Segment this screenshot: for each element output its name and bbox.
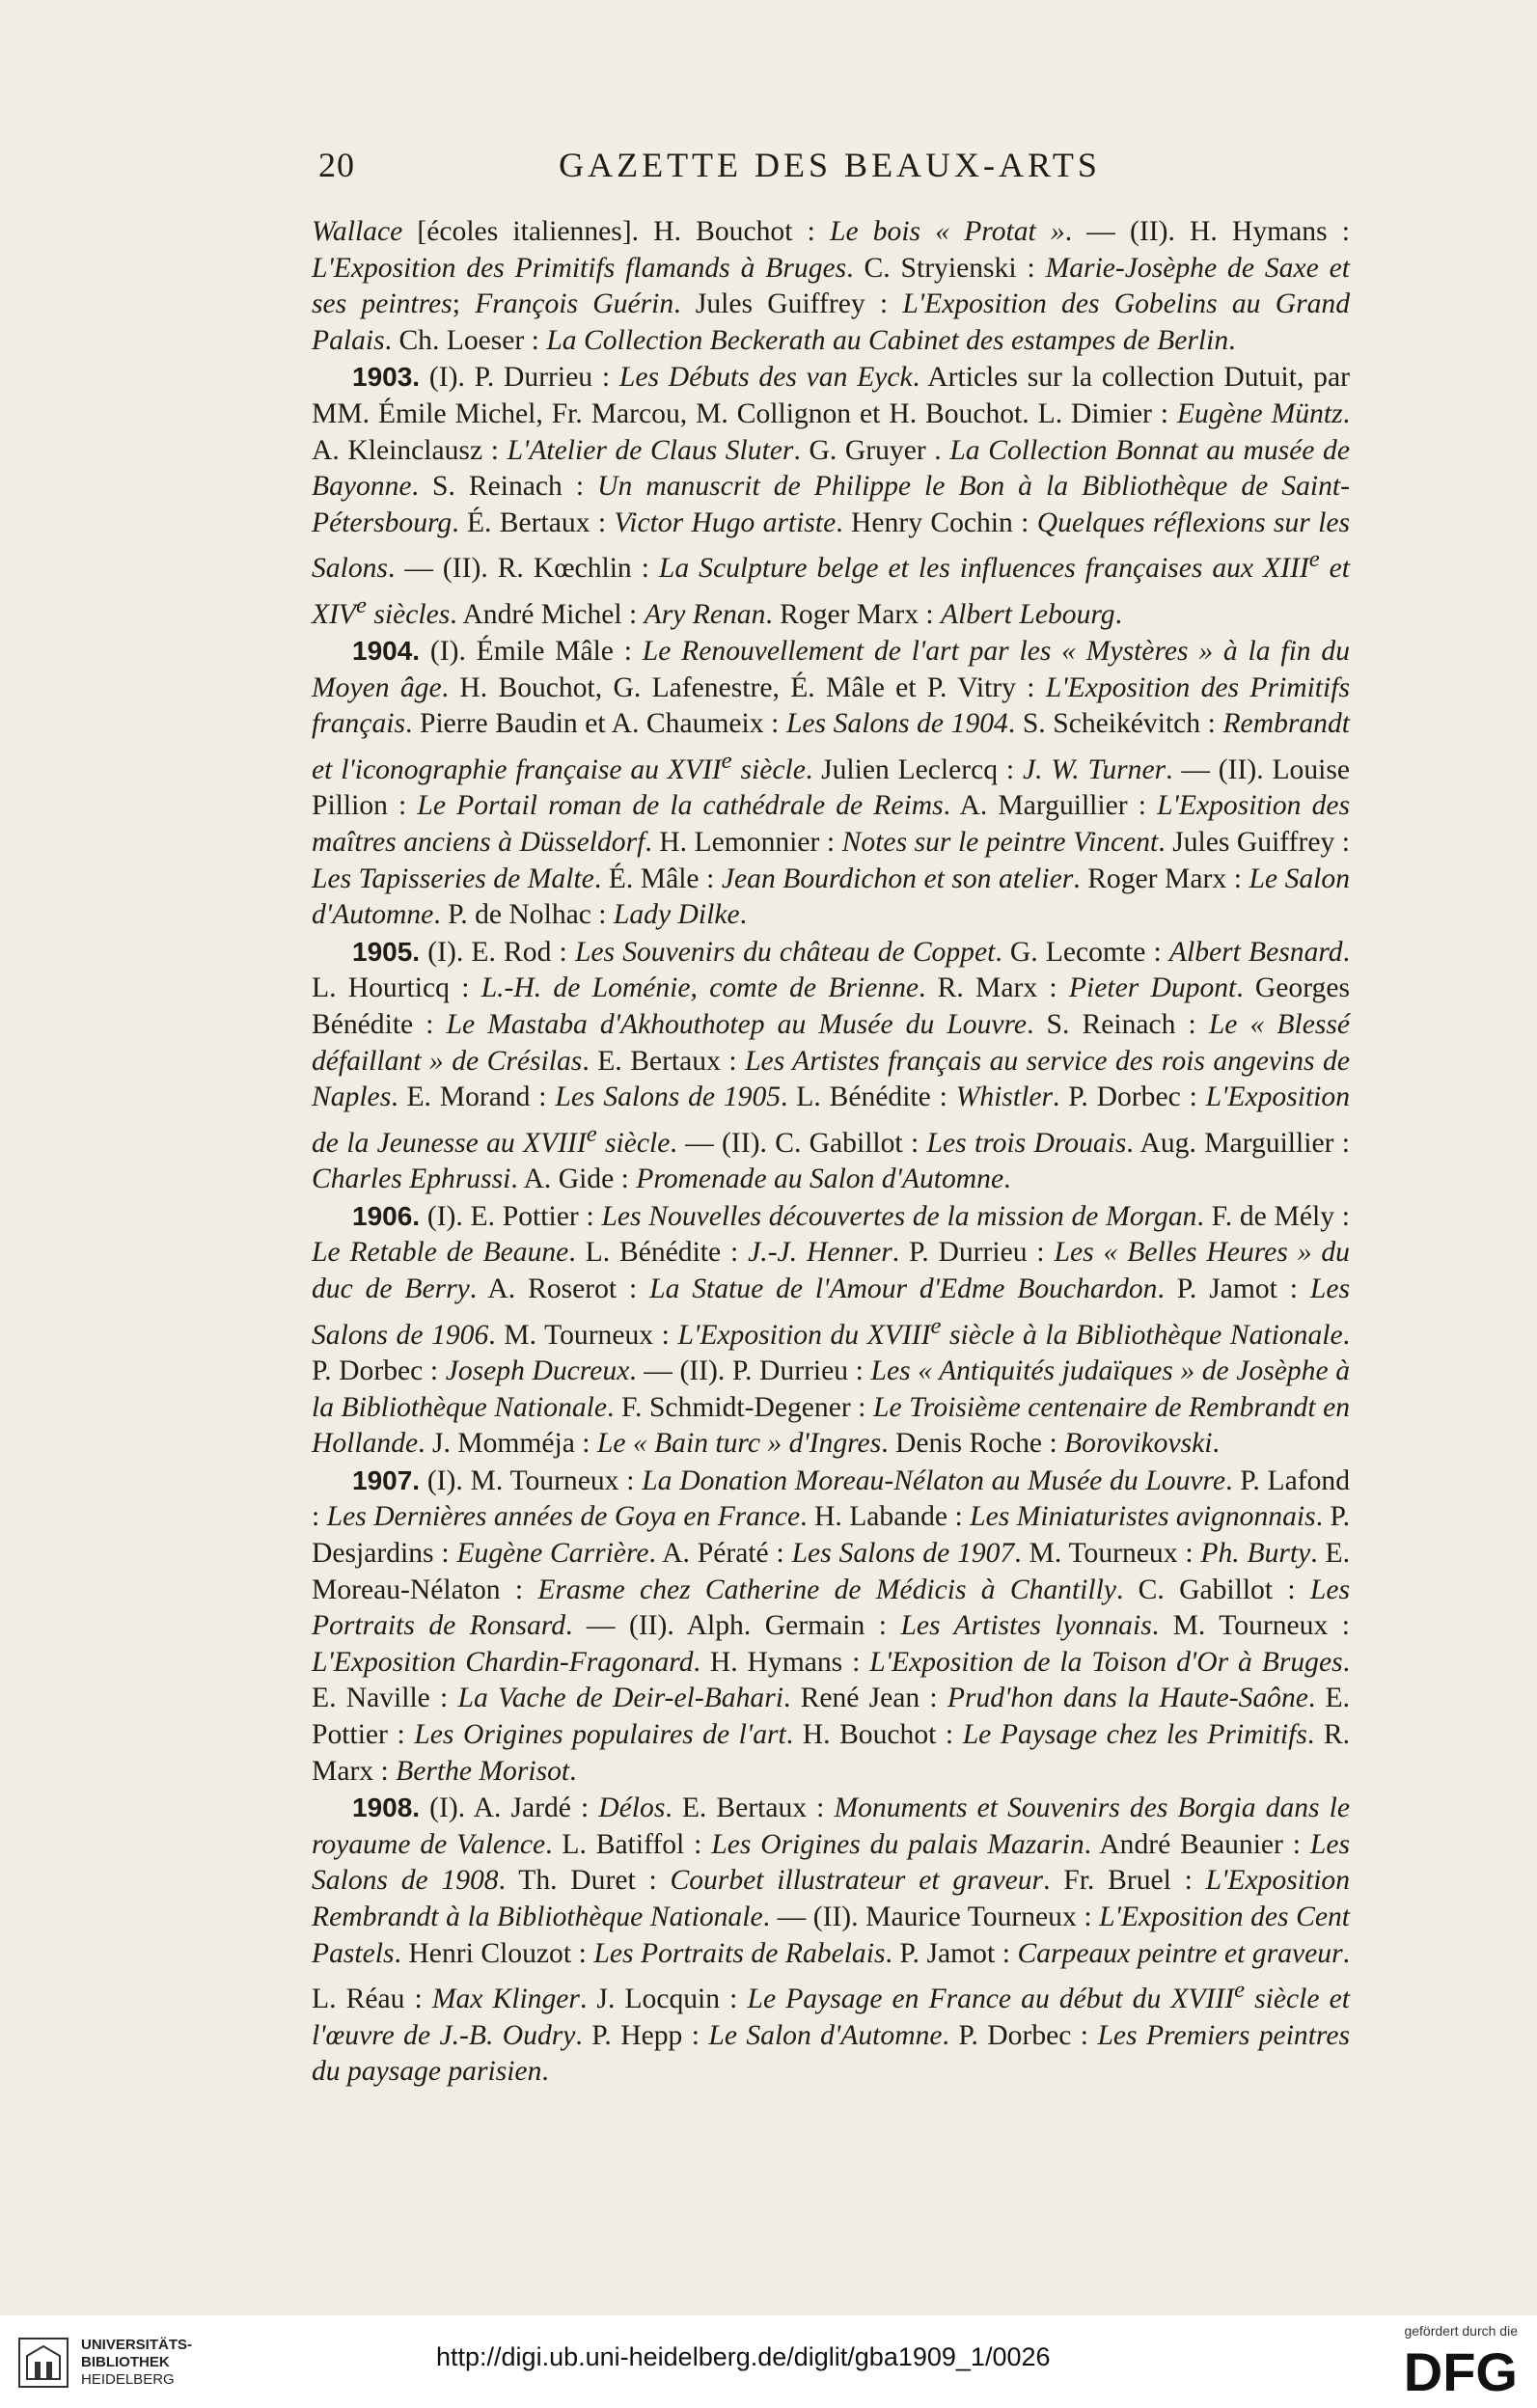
sponsor-block (1344, 2323, 1518, 2401)
year-label: 1908. (352, 1792, 421, 1823)
svg-text:DFG: DFG (1403, 2342, 1518, 2396)
year-label: 1905. (352, 936, 421, 967)
source-url-link[interactable]: http://digi.ub.uni-heidelberg.de/diglit/gba1909_1/0026 (436, 2342, 1051, 2371)
entry-text: (I). M. Tourneux : La Donation Moreau-Nélaton au Musée du Louvre. P. Lafond : Les Dernières années de Goya en France. H. Labande : Les Miniaturistes avignonnais. P. Desjardins : Eugène Carrière. A. Pératé : Les Salons de 1907. M. Tourneux : Ph. Burty. E. Moreau-Nélaton : Erasme chez Catherine de Médicis à Chantilly. C. Gabillot : Les Portraits de Ronsard. — (II). Alph. Germain : Les Artistes lyonnais. M. Tourneux : L'Exposition Chardin-Fragonard. H. Hymans : L'Exposition de la Toison d'Or à Bruges. E. Naville : La Vache de Deir-el-Bahari. René Jean : Prud'hon dans la Haute-Saône. E. Pottier : Les Origines populaires de l'art. H. Bouchot : Le Paysage chez les Primitifs. R. Marx : Berthe Morisot. (312, 1464, 1351, 1787)
university-library-seal-icon (17, 2337, 69, 2389)
entry-text: (I). A. Jardé : Délos. E. Bertaux : Monuments et Souvenirs des Borgia dans le royaume de Valence. L. Batiffol : Les Origines du palais Mazarin. André Beaunier : Les Salons de 1908. Th. Duret : Courbet illustrateur et graveur. Fr. Bruel : L'Exposition Rembrandt à la Bibliothèque Nationale. — (II). Maurice Tourneux : L'Exposition des Cent Pastels. Henri Clouzot : Les Portraits de Rabelais. P. Jamot : Carpeaux peintre et graveur. L. Réau : Max Klinger. J. Locquin : Le Paysage en France au début du XVIIIe siècle et l'œuvre de J.-B. Oudry. P. Hepp : Le Salon d'Automne. P. Dorbec : Les Premiers peintres du paysage parisien. (312, 1792, 1351, 2088)
library-name: UNIVERSITÄTS- BIBLIOTHEK HEIDELBERG (81, 2337, 193, 2388)
year-label: 1904. (352, 636, 421, 667)
entry-text: (I). P. Durrieu : Les Débuts des van Eyck. Articles sur la collection Dutuit, par MM. Émile Michel, Fr. Marcou, M. Collignon et H. Bouchot. L. Dimier : Eugène Müntz. A. Kleinclausz : L'Atelier de Claus Sluter. G. Gruyer . La Collection Bonnat au musée de Bayonne. S. Reinach : Un manuscrit de Philippe le Bon à la Bibliothèque de Saint-Pétersbourg. É. Bertaux : Victor Hugo artiste. Henry Cochin : Quelques réflexions sur les Salons. — (II). R. Kœchlin : La Sculpture belge et les influences françaises aux XIIIe et XIVe siècles. André Michel : Ary Renan. Roger Marx : Albert Lebourg. (312, 362, 1351, 630)
bibliography-entry (312, 1790, 1350, 2091)
bibliography-text (312, 214, 1350, 2091)
digitization-footer (0, 2315, 1537, 2408)
bibliography-entry (312, 1198, 1350, 1463)
entry-text: (I). E. Pottier : Les Nouvelles découvertes de la mission de Morgan. F. de Mély : Le Retable de Beaune. L. Bénédite : J.-J. Henner. P. Durrieu : Les « Belles Heures » du duc de Berry. A. Roserot : La Statue de l'Amour d'Edme Bouchardon. P. Jamot : Les Salons de 1906. M. Tourneux : L'Exposition du XVIIIe siècle à la Bibliothèque Nationale. P. Dorbec : Joseph Ducreux. — (II). P. Durrieu : Les « Antiquités judaïques » de Josèphe à la Bibliothèque Nationale. F. Schmidt-Degener : Le Troisième centenaire de Rembrandt en Hollande. J. Momméja : Le « Bain turc » d'Ingres. Denis Roche : Borovikovski. (312, 1200, 1351, 1460)
bibliography-entry (312, 214, 1350, 359)
entry-text: (I). E. Rod : Les Souvenirs du château de Coppet. G. Lecomte : Albert Besnard. L. Hourticq : L.-H. de Loménie, comte de Brienne. R. Marx : Pieter Dupont. Georges Bénédite : Le Mastaba d'Akhouthotep au Musée du Louvre. S. Reinach : Le « Blessé défaillant » de Crésilas. E. Bertaux : Les Artistes français au service des rois angevins de Naples. E. Morand : Les Salons de 1905. L. Bénédite : Whistler. P. Dorbec : L'Exposition de la Jeunesse au XVIIIe siècle. — (II). C. Gabillot : Les trois Drouais. Aug. Marguillier : Charles Ephrussi. A. Gide : Promenade au Salon d'Automne. (312, 936, 1350, 1195)
page-header (318, 145, 1341, 193)
page-number: 20 (318, 146, 355, 184)
sponsor-caption: gefördert durch die (1404, 2323, 1518, 2339)
bibliography-entry (312, 1463, 1350, 1790)
year-label: 1907. (352, 1464, 421, 1495)
bibliography-entry (312, 359, 1350, 633)
bibliography-entry (312, 934, 1350, 1198)
entry-text: (I). Émile Mâle : Le Renouvellement de l'art par les « Mystères » à la fin du Moyen âge. H. Bouchot, G. Lafenestre, É. Mâle et P. Vitry : L'Exposition des Primitifs français. Pierre Baudin et A. Chaumeix : Les Salons de 1904. S. Scheikévitch : Rembrandt et l'iconographie française au XVIIe siècle. Julien Leclercq : J. W. Turner. — (II). Louise Pillion : Le Portail roman de la cathédrale de Reims. A. Marguillier : L'Exposition des maîtres anciens à Düsseldorf. H. Lemonnier : Notes sur le peintre Vincent. Jules Guiffrey : Les Tapisseries de Malte. É. Mâle : Jean Bourdichon et son atelier. Roger Marx : Le Salon d'Automne. P. de Nolhac : Lady Dilke. (312, 636, 1351, 931)
year-label: 1906. (352, 1200, 421, 1231)
year-label: 1903. (352, 362, 421, 393)
entry-text: Wallace [écoles italiennes]. H. Bouchot : Le bois « Protat ». — (II). H. Hymans : L'Exposition des Primitifs flamands à Bruges. C. Stryienski : Marie-Josèphe de Saxe et ses peintres; François Guérin. Jules Guiffrey : L'Exposition des Gobelins au Grand Palais. Ch. Loeser : La Collection Beckerath au Cabinet des estampes de Berlin. (312, 216, 1351, 356)
running-title: GAZETTE DES BEAUX-ARTS (559, 146, 1101, 184)
bibliography-entry (312, 633, 1350, 934)
dfg-logo-icon (1373, 2342, 1518, 2396)
